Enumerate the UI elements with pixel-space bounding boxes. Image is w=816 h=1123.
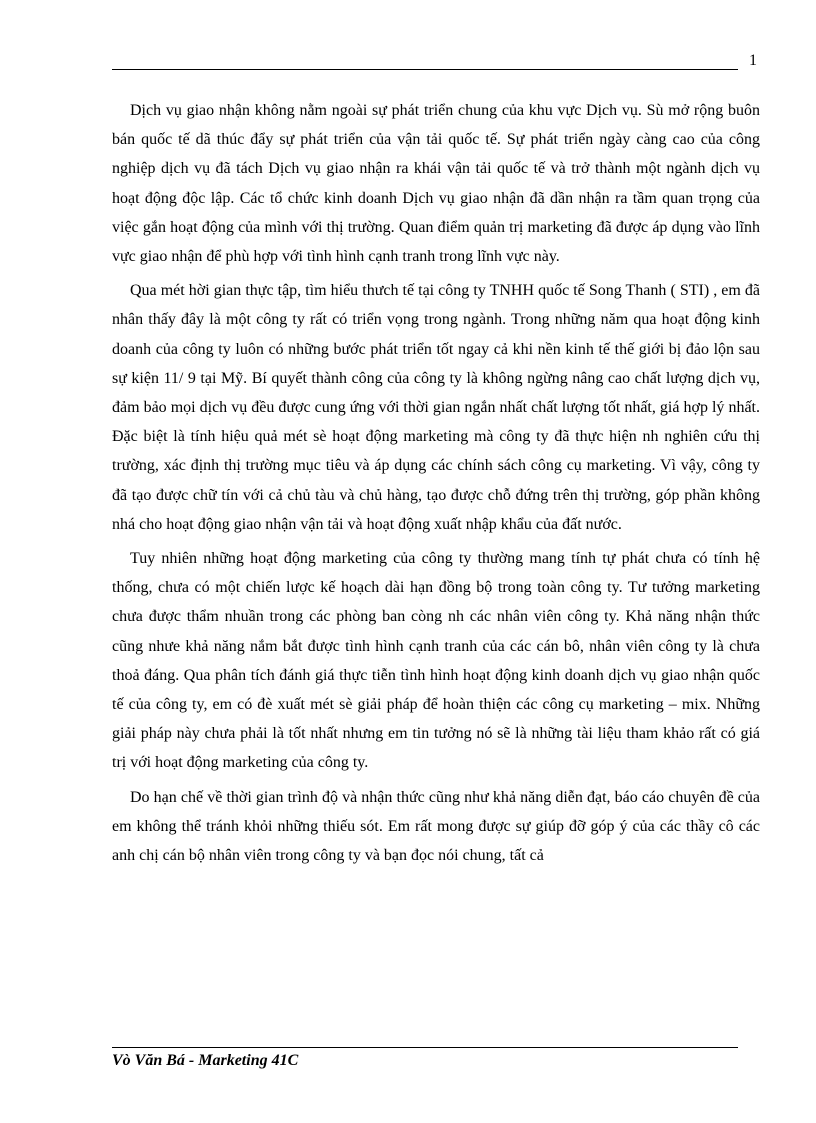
paragraph-1: Dịch vụ giao nhận không nằm ngoài sự phát triển chung của khu vực Dịch vụ. Sù mở rộng buôn bán quốc tế dã thúc đẩy sự phát triển của vận tải quốc tế. Sự phát triển ngày càng cao của công nghiệp dịch vụ đã tách Dịch vụ giao nhận ra khái vận tải quốc tế và trở thành một ngành dịch vụ hoạt động độc lập. Các tổ chức kinh doanh Dịch vụ giao nhận đã dần nhận ra tầm quan trọng của việc gắn hoạt động của mình với thị trường. Quan điểm quản trị marketing đã được áp dụng vào lĩnh vực giao nhận để phù hợp với tình hình cạnh tranh trong lĩnh vực này. [112,102,760,266]
paragraph-3: Tuy nhiên những hoạt động marketing của công ty thường mang tính tự phát chưa có tính hệ thống, chưa có một chiến lược kế hoạch dài hạn đồng bộ trong toàn công ty. Tư tưởng marketing chưa được thẩm nhuần trong các phòng ban còng nh các nhân viên công ty. Khả năng nhận thức cũng nhưe khả năng nắm bắt được tình hình cạnh tranh của các cán bô, nhân viên công ty là chưa thoả đáng. Qua phân tích đánh giá thực tiễn tình hình hoạt động kinh doanh dịch vụ giao nhận quốc tế của công ty, em có đè xuất mét sè giải pháp để hoàn thiện các công cụ marketing – mix. Những giải pháp này chưa phải là tốt nhất nhưng em tin tưởng nó sẽ là những tài liệu tham khảo rất có giá trị với hoạt động marketing của công ty. [112,550,760,772]
page-number: 1 [749,52,757,69]
footer-rule [112,1047,738,1048]
paragraph-4: Do hạn chế về thời gian trình độ và nhận thức cũng như khả năng diễn đạt, báo cáo chuyên đề của em không thể tránh khỏi những thiếu sót. Em rất mong được sự giúp đỡ góp ý của các thầy cô các anh chị cán bộ nhân viên trong công ty và bạn đọc nói chung, tất cả [112,788,760,865]
paragraph-2: Qua mét hời gian thực tập, tìm hiểu thưch tế tại công ty TNHH quốc tế Song Thanh ( STI) , em đã nhân thấy đây là một công ty rất có triển vọng trong ngành. Trong những năm qua hoạt động kinh doanh của công ty luôn có những bước phát triển tốt ngay cả khi nền kinh tế thế giới bị đảo lộn sau sự kiện 11/ 9 tại Mỹ. Bí quyết thành công của công ty là không ngừng nâng cao chất lượng dịch vụ, đảm bảo mọi dịch vụ đều được cung ứng với thời gian ngắn nhất chất lượng tốt nhất, giá hợp lý nhất. Đặc biệt là tính hiệu quả mét sè hoạt động marketing mà công ty đã thực hiện nh nghiên cứu thị trường, xác định thị trường mục tiêu và áp dụng các chính sách công cụ marketing. Vì vậy, công ty đã tạo được chữ tín với cả chủ tàu và chủ hàng, tạo được chỗ đứng trên thị trường, góp phần không nhá cho hoạt động giao nhận vận tải và hoạt động xuất nhập khẩu của đất nước. [112,282,760,533]
header-rule [112,69,738,70]
footer-author: Vò Văn Bá - Marketing 41C [112,1052,299,1069]
body-text [112,96,760,870]
